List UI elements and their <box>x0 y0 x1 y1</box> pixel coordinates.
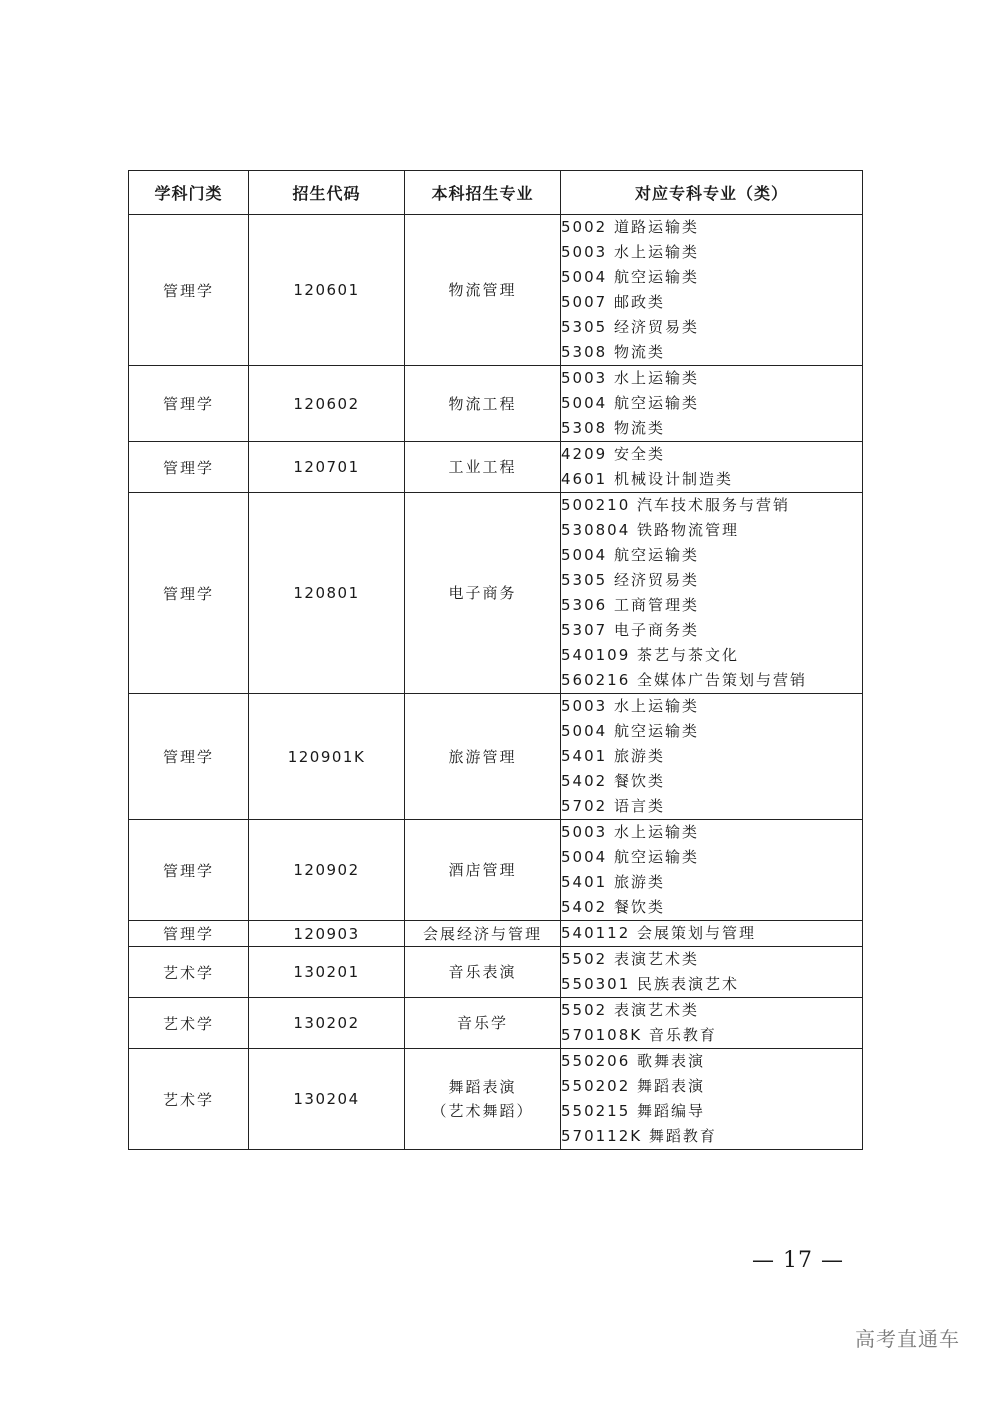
related-major-item: 5004 航空运输类 <box>561 268 699 286</box>
cell-related-majors <box>561 1049 863 1150</box>
related-major-item: 5004 航空运输类 <box>561 722 699 740</box>
related-major-item: 540109 茶艺与茶文化 <box>561 646 740 664</box>
cell-related-majors <box>561 998 863 1049</box>
related-major-item: 5401 旅游类 <box>561 873 665 891</box>
cell-code: 120901K <box>249 694 405 820</box>
major-name-line: 音乐表演 <box>448 963 517 981</box>
related-major-item: 560216 全媒体广告策划与营销 <box>561 671 808 689</box>
table-header-row <box>129 171 863 215</box>
table-row <box>129 998 863 1049</box>
table-row <box>129 493 863 694</box>
cell-related-majors <box>561 694 863 820</box>
related-major-item: 570108K 音乐教育 <box>561 1026 717 1044</box>
cell-category: 艺术学 <box>129 998 249 1049</box>
related-major-item: 5401 旅游类 <box>561 747 665 765</box>
related-major-item: 570112K 舞蹈教育 <box>561 1127 717 1145</box>
cell-related-majors <box>561 442 863 493</box>
related-major-item: 530804 铁路物流管理 <box>561 521 740 539</box>
related-major-item: 5007 邮政类 <box>561 293 665 311</box>
major-name-line: 会展经济与管理 <box>422 924 542 943</box>
cell-code: 120602 <box>249 366 405 442</box>
related-major-item: 5004 航空运输类 <box>561 394 699 412</box>
table-row <box>129 366 863 442</box>
cell-major <box>405 493 561 694</box>
related-major-item: 550206 歌舞表演 <box>561 1052 706 1070</box>
related-major-item: 5306 工商管理类 <box>561 596 699 614</box>
cell-code: 120801 <box>249 493 405 694</box>
table-row <box>129 694 863 820</box>
major-name-line: 物流管理 <box>448 281 517 299</box>
related-major-item: 5502 表演艺术类 <box>561 950 699 968</box>
table-row <box>129 820 863 921</box>
cell-category: 管理学 <box>129 442 249 493</box>
cell-code: 120902 <box>249 820 405 921</box>
cell-major <box>405 694 561 820</box>
cell-major <box>405 215 561 366</box>
table-row <box>129 215 863 366</box>
related-major-item: 5004 航空运输类 <box>561 848 699 866</box>
cell-category: 管理学 <box>129 215 249 366</box>
related-major-item: 5307 电子商务类 <box>561 621 699 639</box>
major-name-line: 电子商务 <box>448 584 517 602</box>
related-major-item: 5003 水上运输类 <box>561 243 699 261</box>
related-major-item: 5003 水上运输类 <box>561 823 699 841</box>
cell-major <box>405 921 561 947</box>
related-major-item: 5004 航空运输类 <box>561 546 699 564</box>
related-major-item: 500210 汽车技术服务与营销 <box>561 496 791 514</box>
related-major-item: 5003 水上运输类 <box>561 697 699 715</box>
cell-code: 120601 <box>249 215 405 366</box>
related-major-item: 540112 会展策划与管理 <box>561 924 757 942</box>
related-major-item: 5305 经济贸易类 <box>561 318 699 336</box>
cell-major <box>405 998 561 1049</box>
cell-category: 管理学 <box>129 921 249 947</box>
header-related: 对应专科专业（类） <box>561 171 863 215</box>
related-major-item: 550215 舞蹈编导 <box>561 1102 706 1120</box>
cell-category: 艺术学 <box>129 947 249 998</box>
major-name-line: 音乐学 <box>456 1014 508 1032</box>
major-name-line: （艺术舞蹈） <box>431 1102 534 1120</box>
cell-related-majors <box>561 366 863 442</box>
table-row <box>129 921 863 947</box>
cell-major <box>405 947 561 998</box>
major-name-line: 工业工程 <box>448 458 517 476</box>
cell-code: 120701 <box>249 442 405 493</box>
cell-related-majors <box>561 947 863 998</box>
cell-related-majors <box>561 493 863 694</box>
majors-table <box>128 170 863 1150</box>
related-major-item: 5402 餐饮类 <box>561 898 665 916</box>
page-number: — 17 — <box>752 1248 844 1273</box>
major-name-line: 舞蹈表演 <box>448 1078 517 1096</box>
related-major-item: 5305 经济贸易类 <box>561 571 699 589</box>
watermark-text: 高考直通车 <box>855 1327 960 1351</box>
related-major-item: 5702 语言类 <box>561 797 665 815</box>
cell-major <box>405 442 561 493</box>
major-name-line: 物流工程 <box>448 394 517 413</box>
cell-code: 130204 <box>249 1049 405 1150</box>
header-category: 学科门类 <box>129 171 249 215</box>
cell-category: 管理学 <box>129 694 249 820</box>
cell-related-majors <box>561 921 863 947</box>
major-name-line: 旅游管理 <box>448 747 517 766</box>
related-major-item: 5002 道路运输类 <box>561 218 699 236</box>
related-major-item: 5402 餐饮类 <box>561 772 665 790</box>
table-row <box>129 442 863 493</box>
major-name-line: 酒店管理 <box>448 861 517 879</box>
related-major-item: 550301 民族表演艺术 <box>561 975 740 993</box>
cell-code: 130201 <box>249 947 405 998</box>
table-row <box>129 1049 863 1150</box>
related-major-item: 550202 舞蹈表演 <box>561 1077 706 1095</box>
cell-major <box>405 820 561 921</box>
cell-related-majors <box>561 820 863 921</box>
cell-category: 艺术学 <box>129 1049 249 1150</box>
related-major-item: 4601 机械设计制造类 <box>561 470 733 488</box>
related-major-item: 4209 安全类 <box>561 445 665 463</box>
related-major-item: 5003 水上运输类 <box>561 369 699 387</box>
cell-category: 管理学 <box>129 820 249 921</box>
majors-table-container <box>128 170 862 1150</box>
cell-related-majors <box>561 215 863 366</box>
header-major: 本科招生专业 <box>405 171 561 215</box>
cell-major <box>405 1049 561 1150</box>
cell-category: 管理学 <box>129 366 249 442</box>
cell-category: 管理学 <box>129 493 249 694</box>
cell-major <box>405 366 561 442</box>
related-major-item: 5308 物流类 <box>561 419 665 437</box>
header-code: 招生代码 <box>249 171 405 215</box>
table-body <box>129 215 863 1150</box>
related-major-item: 5308 物流类 <box>561 343 665 361</box>
table-row <box>129 947 863 998</box>
related-major-item: 5502 表演艺术类 <box>561 1001 699 1019</box>
cell-code: 120903 <box>249 921 405 947</box>
cell-code: 130202 <box>249 998 405 1049</box>
